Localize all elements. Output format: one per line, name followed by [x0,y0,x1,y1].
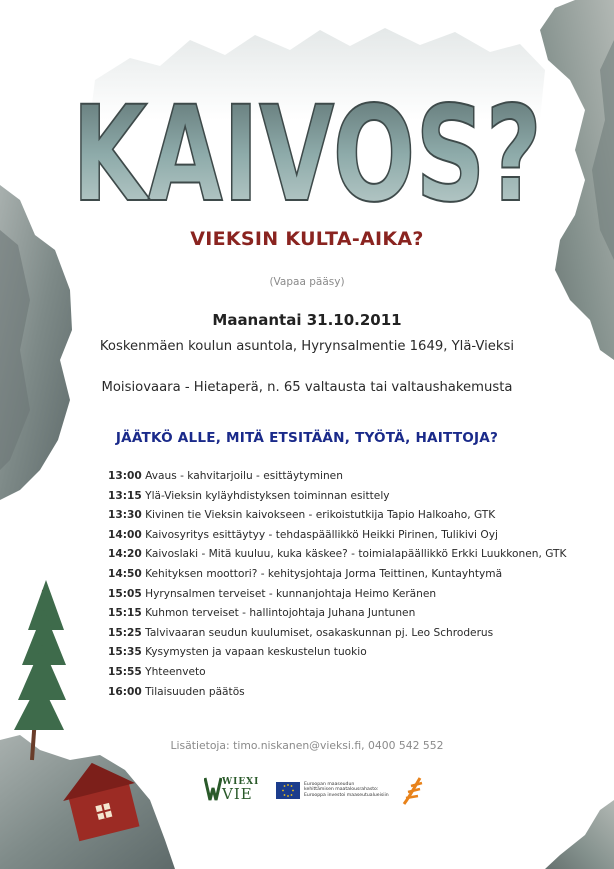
schedule-time: 14:20 [108,548,142,561]
wiexi-vie-logo-icon [204,776,222,802]
schedule-time: 15:05 [108,587,142,600]
eu-flag-icon [276,782,300,799]
schedule-item [108,686,578,706]
schedule-text: Talvivaaran seudun kuulumiset, osakaskunnan pj. Leo Schroderus [141,626,494,639]
schedule-time: 15:25 [108,626,142,639]
schedule-text: Avaus - kahvitarjoilu - esittäytyminen [141,470,343,482]
schedule-item [108,548,578,568]
schedule-time: 13:15 [108,489,142,502]
schedule-text: Kysymysten ja vapaan keskustelun tuokio [141,646,367,659]
schedule-time: 13:00 [108,470,142,482]
schedule-text: Yhteenveto [141,665,206,678]
schedule-list [108,470,578,705]
claim-area: Moisiovaara - Hietaperä, n. 65 valtausta tai valtaushakemusta [101,380,513,395]
schedule-text: Kaivoslaki - Mitä kuuluu, kuka käskee? - toimialapäällikkö Erkki Luukkonen, GTK [141,548,567,561]
schedule-text: Kivinen tie Vieksin kaivokseen - erikoistutkija Tapio Halkoaho, GTK [141,509,496,522]
contact-info: Lisätietoja: timo.niskanen@vieksi.fi, 0400 542 552 [170,739,444,752]
free-entry-note: (Vapaa pääsy) [269,276,345,288]
schedule-time: 15:35 [108,646,142,659]
schedule-text: Ylä-Vieksin kyläyhdistyksen toiminnan esittely [141,489,390,502]
schedule-text: Kehityksen moottori? - kehitysjohtaja Jorma Teittinen, Kuntayhtymä [141,567,503,580]
schedule-item [108,509,578,529]
schedule-time: 14:00 [108,528,142,541]
schedule-time: 14:50 [108,567,142,580]
schedule-text: Hyrynsalmen terveiset - kunnanjohtaja Heimo Keränen [141,587,437,600]
eu-line: Eurooppa investoi maaseutualueisiin [304,792,389,798]
schedule-time: 13:30 [108,509,142,522]
title: KAIVOS? [72,78,542,210]
schedule-item [108,529,578,549]
schedule-time: 16:00 [108,685,142,698]
title-graphic [0,70,614,210]
event-date: Maanantai 31.10.2011 [212,311,402,329]
wiexi-logo-text: WIEXI [222,777,260,787]
schedule-item [108,666,578,686]
wiexi-vie-logo [222,777,259,803]
question-heading: JÄÄTKÖ ALLE, MITÄ ETSITÄÄN, TYÖTÄ, HAITTOJA? [115,430,499,446]
eu-funding-text [304,782,394,798]
leader-leaf-logo-icon [400,774,426,808]
schedule-text: Kuhmon terveiset - hallintojohtaja Juhana Juntunen [141,607,416,620]
schedule-item [108,588,578,608]
schedule-text: Kaivosyritys esittäytyy - tehdaspäällikkö Heikki Pirinen, Tulikivi Oyj [141,528,498,541]
schedule-time: 15:55 [108,665,142,678]
subtitle: VIEKSIN KULTA-AIKA? [190,228,424,250]
logo-strip [0,770,614,820]
schedule-time: 15:15 [108,607,142,620]
event-location: Koskenmäen koulun asuntola, Hyrynsalmentie 1649, Ylä-Vieksi [99,339,515,354]
spruce-tree [14,580,66,760]
eu-line: kehittämisen maatalousrahasto: [304,787,379,793]
schedule-item [108,646,578,666]
schedule-item [108,470,578,490]
schedule-text: Tilaisuuden päätös [141,685,245,698]
schedule-item [108,568,578,588]
schedule-item [108,607,578,627]
schedule-item [108,627,578,647]
schedule-item [108,490,578,510]
eu-line: Euroopan maaseudun [304,782,355,787]
vie-logo-text: VIE [222,785,253,803]
